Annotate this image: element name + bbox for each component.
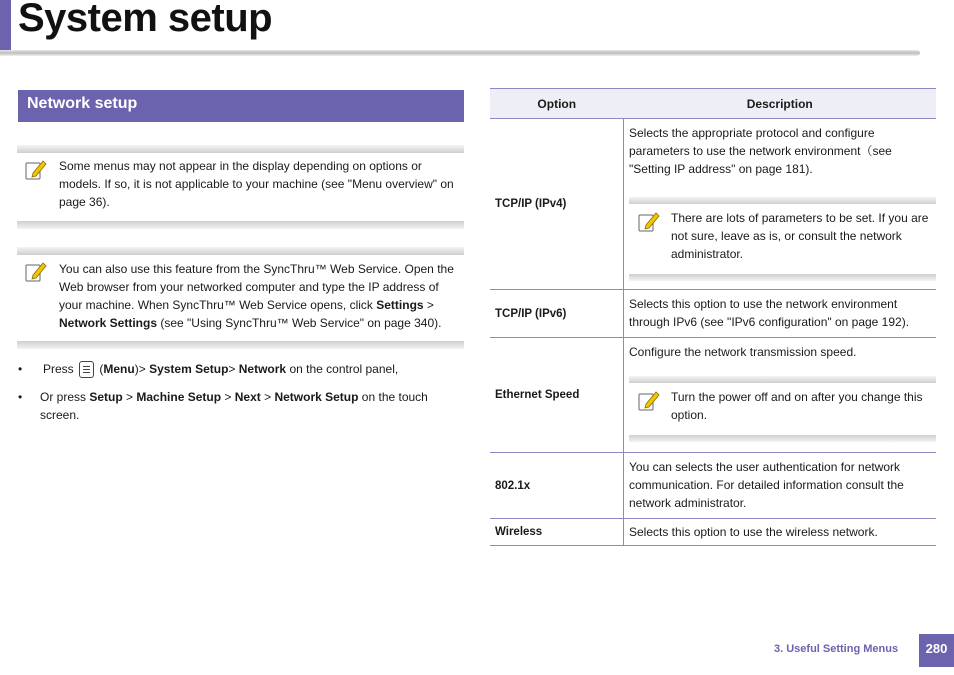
system-setup-label: System Setup	[149, 362, 229, 376]
text-part: >	[221, 390, 235, 405]
description-cell	[624, 290, 937, 338]
table-row	[490, 453, 936, 519]
description-cell	[624, 519, 937, 546]
option-cell: 802.1x	[490, 453, 624, 519]
option-cell: Wireless	[490, 519, 624, 546]
page-number: 280	[919, 634, 954, 667]
description-text: Selects the appropriate protocol and configure parameters to use the network environment（see "Setting IP address" on page 181).	[629, 126, 892, 176]
menu-label: Menu	[103, 362, 135, 376]
note-bottom-bar	[17, 341, 464, 349]
list-item	[18, 360, 464, 378]
description-text: Configure the network transmission speed.	[629, 345, 857, 359]
note-bottom-bar	[629, 435, 936, 442]
setup-label: Setup	[89, 390, 123, 405]
table-row	[490, 338, 936, 453]
section-header	[18, 90, 464, 122]
note-text-part: You can also use this feature from the SyncThru™ Web Service. Open the Web browser from your networked computer and type the IP address of your machine. When SyncThru™ Web Service opens, click	[59, 262, 454, 312]
note-bottom-bar	[17, 221, 464, 229]
page-title: System setup	[18, 0, 273, 40]
note-text: There are lots of parameters to be set. If you are not sure, leave as is, or consult the network administrator.	[671, 211, 929, 261]
text-part: >	[260, 390, 275, 405]
footer-chapter: 3. Useful Setting Menus	[774, 643, 899, 655]
title-accent-bar	[0, 0, 11, 52]
option-cell: TCP/IP (IPv4)	[490, 119, 624, 290]
next-label: Next	[234, 390, 261, 405]
note-box	[17, 145, 464, 230]
note-text-part: (see "Using SyncThru™ Web Service" on page 340).	[157, 316, 442, 330]
description-text: Selects this option to use the network environment through IPv6 (see "IPv6 configuration" on page 192).	[629, 297, 910, 329]
network-settings-label: Network Settings	[59, 316, 158, 330]
title-divider	[0, 50, 920, 56]
options-table	[490, 88, 936, 546]
note-text-part: >	[423, 298, 434, 312]
note-box	[629, 376, 931, 446]
option-cell: Ethernet Speed	[490, 338, 624, 453]
bullet: •	[18, 390, 23, 405]
instruction-list	[18, 360, 464, 434]
network-label: Network	[238, 362, 287, 376]
option-cell: TCP/IP (IPv6)	[490, 290, 624, 338]
note-box	[17, 247, 464, 350]
column-header-option: Option	[490, 89, 624, 119]
list-item	[18, 388, 464, 424]
text-part: Or press	[40, 390, 90, 405]
table-header-row	[490, 89, 936, 119]
text-part: on the touch screen.	[40, 390, 428, 423]
note-text: Turn the power off and on after you change this option.	[671, 390, 923, 422]
description-cell	[624, 338, 937, 453]
press-text: Press	[43, 362, 74, 376]
note-top-bar	[629, 197, 936, 204]
text-part: >	[122, 390, 137, 405]
note-top-bar	[629, 376, 936, 383]
text-part: >	[228, 362, 239, 376]
table-row	[490, 290, 936, 338]
column-header-description: Description	[624, 89, 937, 119]
text-part: on the control panel,	[286, 362, 399, 376]
settings-label: Settings	[376, 298, 424, 312]
machine-setup-label: Machine Setup	[136, 390, 222, 405]
note-pencil-icon	[24, 158, 48, 182]
note-top-bar	[17, 145, 464, 153]
section-title: Network setup	[27, 95, 138, 112]
network-setup-label: Network Setup	[274, 390, 359, 405]
note-box	[629, 197, 931, 283]
bullet: •	[18, 362, 23, 376]
menu-button-icon	[79, 361, 94, 378]
text-part: )>	[134, 362, 150, 376]
note-text: Some menus may not appear in the display depending on options or models. If so, it is not applicable to your machine (see "Menu overview" on page 36).	[59, 159, 454, 209]
table-row	[490, 519, 936, 546]
description-text: You can selects the user authentication for network communication. For detailed information consult the network administrator.	[629, 460, 904, 510]
description-cell	[624, 119, 937, 290]
note-text	[59, 260, 460, 332]
note-bottom-bar	[629, 274, 936, 281]
description-cell	[624, 453, 937, 519]
note-pencil-icon	[24, 260, 48, 284]
description-text: Selects this option to use the wireless network.	[629, 525, 878, 539]
text-part: (	[96, 362, 104, 376]
note-pencil-icon	[637, 389, 661, 413]
table-row	[490, 119, 936, 290]
note-top-bar	[17, 247, 464, 255]
note-pencil-icon	[637, 210, 661, 234]
